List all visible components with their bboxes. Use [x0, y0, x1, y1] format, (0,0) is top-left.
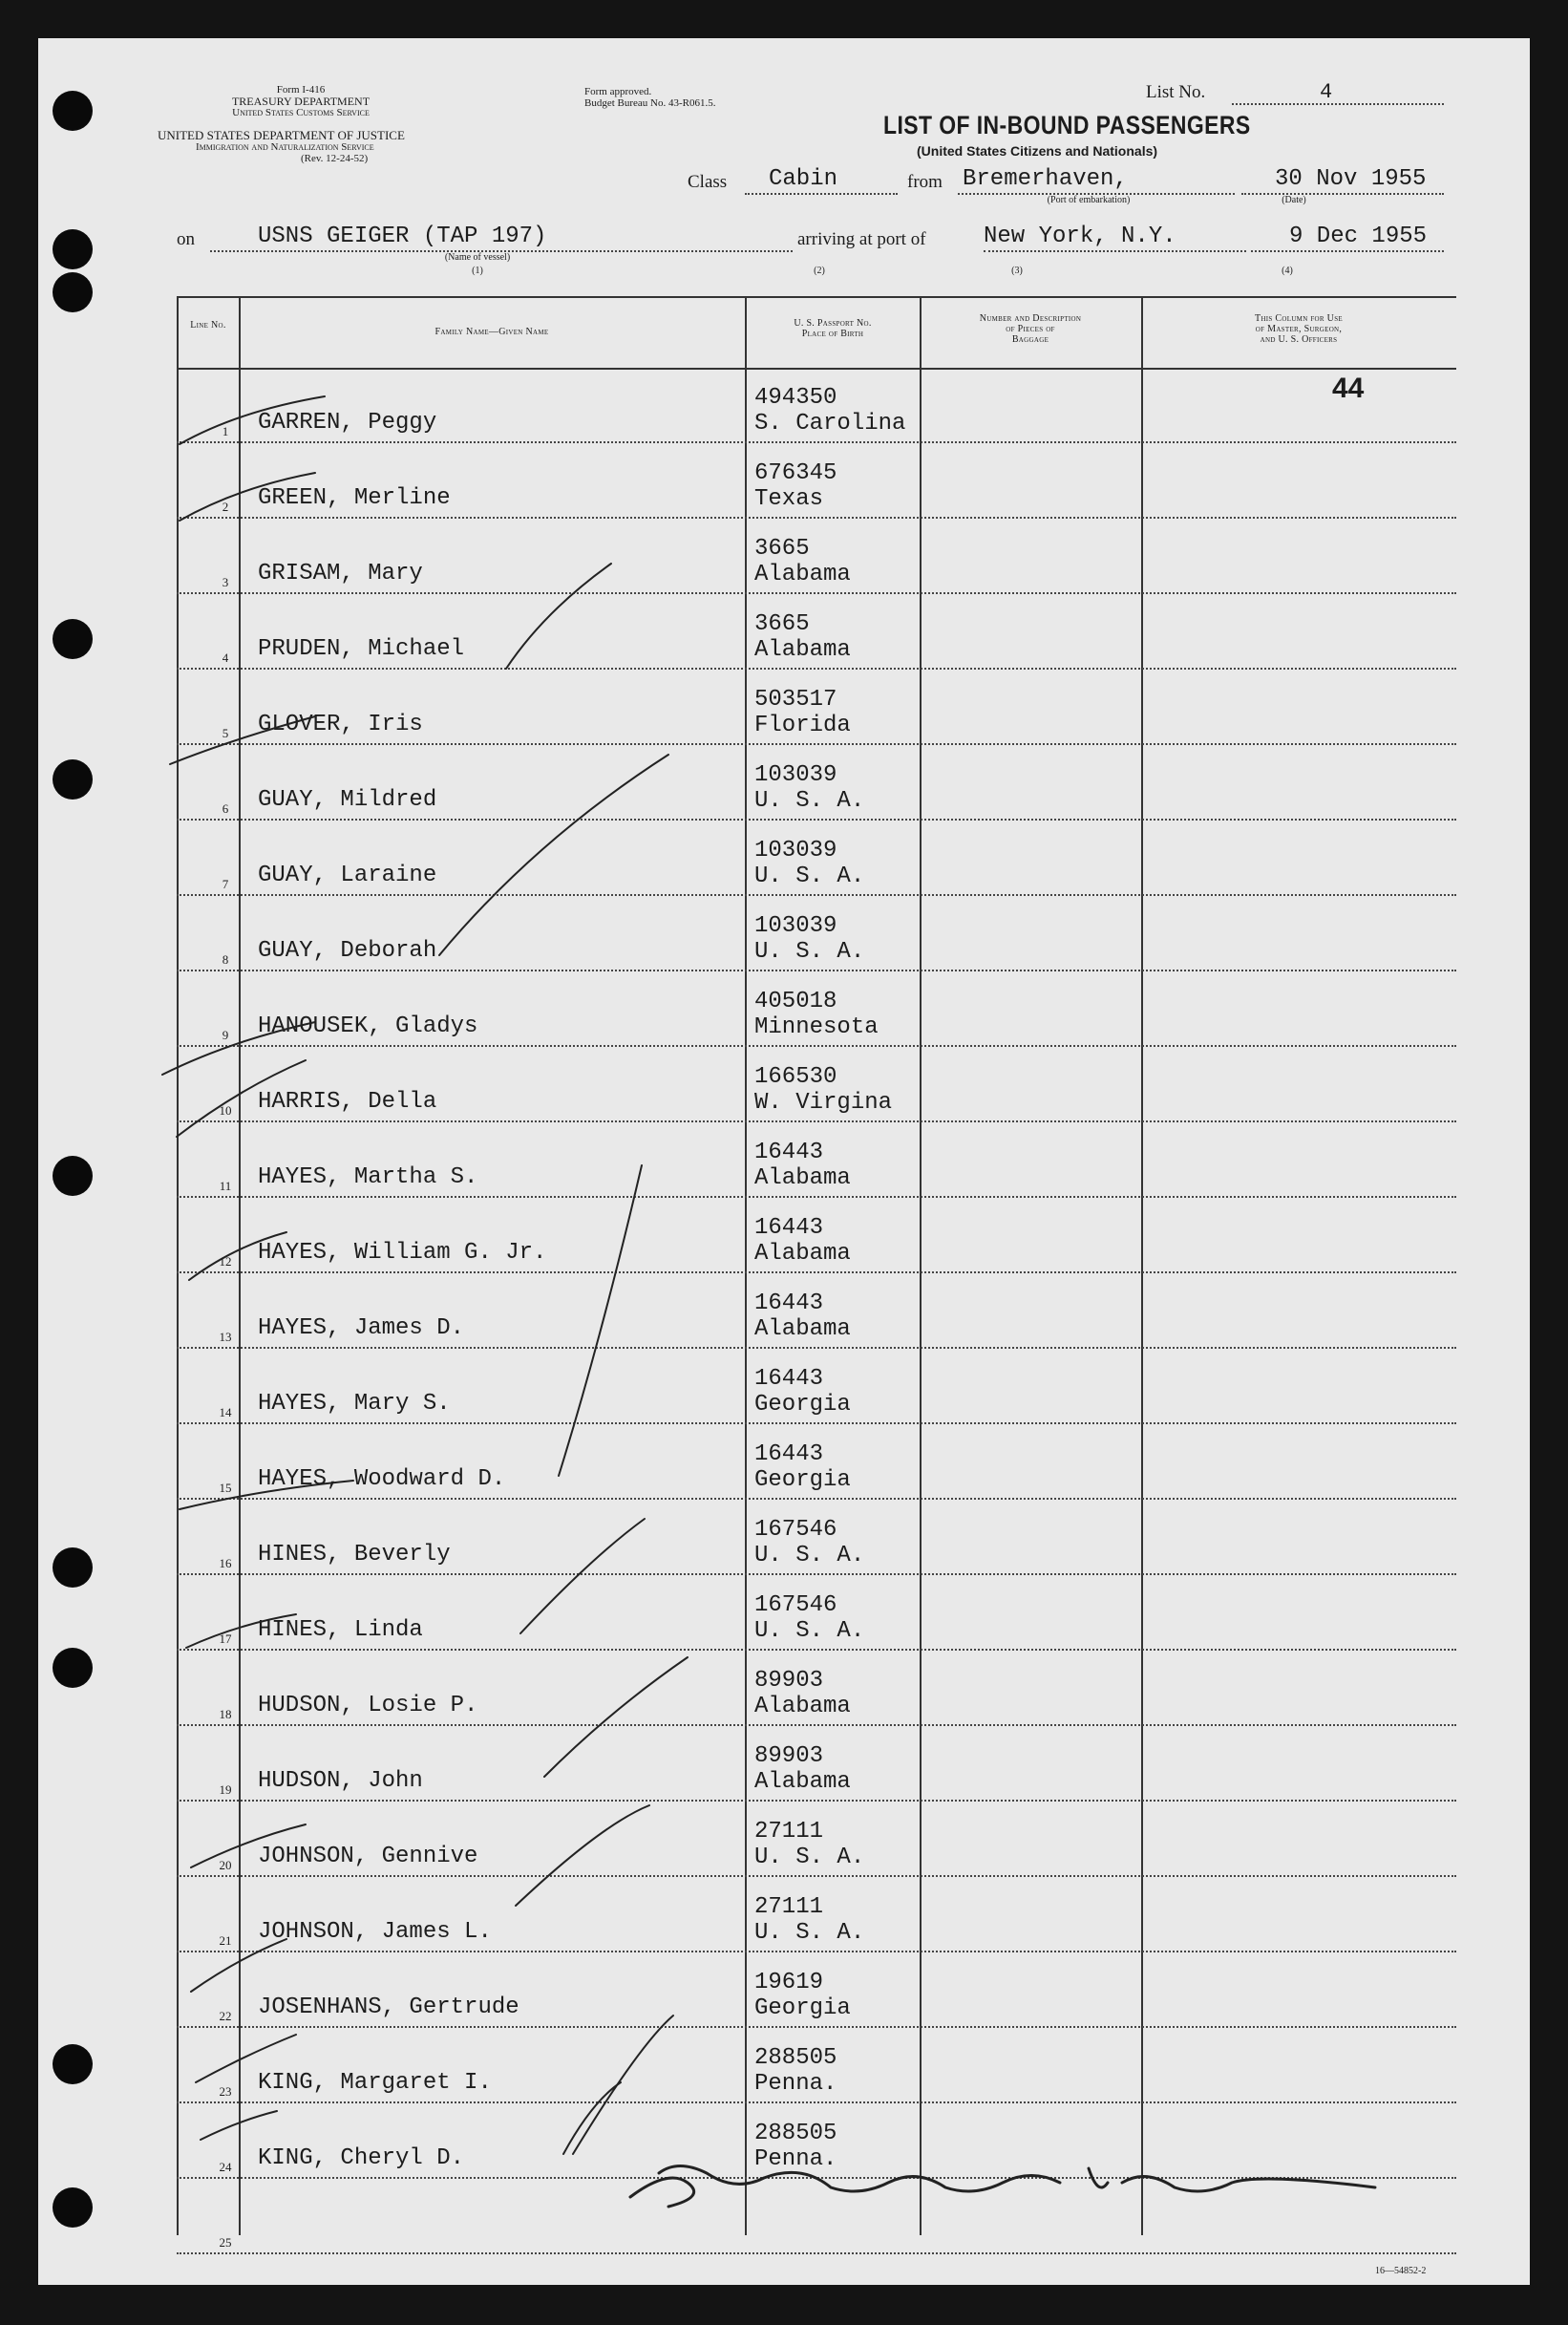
department-name-2: UNITED STATES DEPARTMENT OF JUSTICE [158, 128, 405, 142]
class-label: Class [688, 172, 728, 192]
place-of-birth: U. S. A. [754, 939, 865, 965]
header-name: Family Name—Given Name [434, 327, 549, 337]
departure-date: 30 Nov 1955 [1275, 166, 1427, 192]
line-number: 20 [219, 1858, 232, 1872]
table-row [177, 1047, 1456, 1122]
column-2-caption: (2) [814, 266, 825, 276]
vessel-name: USNS GEIGER (TAP 197) [258, 224, 547, 249]
passport-number: 676345 [754, 460, 837, 486]
line-number: 5 [222, 726, 229, 740]
binder-hole [53, 2044, 93, 2084]
place-of-birth: Georgia [754, 1392, 851, 1418]
form-number: Form I-416 [276, 84, 326, 96]
passport-number: 167546 [754, 1592, 837, 1618]
line-number: 7 [222, 877, 229, 891]
class-line [745, 193, 898, 195]
line-number: 1 [222, 424, 229, 438]
place-of-birth: Penna. [754, 2146, 837, 2172]
place-of-birth: Alabama [754, 1694, 851, 1719]
header-baggage-line-3: Baggage [1011, 334, 1049, 345]
table-row [177, 1122, 1456, 1198]
arrival-date: 9 Dec 1955 [1289, 224, 1428, 249]
line-number: 11 [219, 1179, 232, 1193]
line-number: 24 [219, 2160, 232, 2174]
place-of-birth: Alabama [754, 637, 851, 663]
header-officers-line-3: and U. S. Officers [1260, 334, 1338, 345]
header-passport-line-2: Place of Birth [801, 329, 864, 339]
passport-number: 103039 [754, 762, 837, 788]
official-note: 44 [1332, 373, 1365, 404]
table-row [177, 1424, 1456, 1500]
place-of-birth: Georgia [754, 1467, 851, 1493]
place-of-birth: Alabama [754, 1769, 851, 1795]
passport-number: 16443 [754, 1441, 824, 1467]
line-number: 21 [219, 1933, 232, 1948]
table-row [177, 971, 1456, 1047]
header-baggage-line-1: Number and Description [979, 313, 1082, 324]
place-of-birth: S. Carolina [754, 411, 906, 437]
table-row [177, 1349, 1456, 1424]
passenger-name: HAYES, Mary S. [258, 1391, 451, 1417]
line-number: 3 [222, 575, 229, 589]
list-number-value: 4 [1320, 80, 1333, 104]
table-row [177, 519, 1456, 594]
list-number-label: List No. [1146, 82, 1206, 102]
line-number: 18 [219, 1707, 232, 1721]
passenger-name: JOHNSON, Gennive [258, 1844, 478, 1869]
row-rule [177, 2252, 1456, 2254]
header-officers-line-1: This Column for Use [1255, 313, 1343, 324]
line-number: 19 [219, 1782, 232, 1797]
form-footer-code: 16—54852-2 [1375, 2266, 1427, 2276]
line-number: 6 [222, 801, 229, 816]
line-number: 8 [222, 952, 229, 967]
line-number: 10 [219, 1103, 232, 1118]
line-number: 9 [222, 1028, 229, 1042]
passenger-name: HUDSON, John [258, 1768, 423, 1794]
place-of-birth: U. S. A. [754, 864, 865, 889]
passport-number: 16443 [754, 1366, 824, 1392]
passenger-name: HANOUSEK, Gladys [258, 1013, 478, 1039]
table-row [177, 1802, 1456, 1877]
approval-line-1: Form approved. [584, 86, 652, 97]
page-title: LIST OF IN-BOUND PASSENGERS [883, 111, 1251, 139]
department-name: TREASURY DEPARTMENT [231, 95, 371, 108]
place-of-birth: Penna. [754, 2071, 837, 2097]
line-number: 2 [222, 500, 229, 514]
arriving-label: arriving at port of [797, 229, 926, 249]
on-label: on [177, 229, 195, 249]
binder-hole [53, 91, 93, 131]
column-3-caption: (3) [1011, 266, 1023, 276]
passport-number: 166530 [754, 1064, 837, 1090]
place-of-birth: U. S. A. [754, 1618, 865, 1644]
table-row [177, 594, 1456, 670]
passport-number: 103039 [754, 838, 837, 864]
passport-number: 288505 [754, 2121, 837, 2146]
table-row [177, 443, 1456, 519]
passenger-name: GUAY, Laraine [258, 863, 437, 888]
passenger-name: KING, Margaret I. [258, 2070, 492, 2096]
table-row [177, 368, 1456, 443]
passenger-name: KING, Cheryl D. [258, 2145, 465, 2171]
passenger-name: GREEN, Merline [258, 485, 451, 511]
line-number: 4 [222, 651, 229, 665]
binder-hole [53, 1648, 93, 1688]
table-row [177, 1575, 1456, 1651]
place-of-birth: Alabama [754, 1241, 851, 1267]
line-number: 23 [219, 2084, 232, 2099]
page-subtitle: (United States Citizens and Nationals) [917, 143, 1158, 159]
port-caption: (Port of embarkation) [1047, 195, 1131, 205]
department-subname-2: Immigration and Naturalization Service [196, 141, 374, 153]
passport-number: 3665 [754, 536, 810, 562]
table-row [177, 1952, 1456, 2028]
place-of-birth: Minnesota [754, 1014, 879, 1040]
passenger-name: HAYES, Woodward D. [258, 1466, 506, 1492]
passenger-name: GUAY, Mildred [258, 787, 437, 813]
date-caption: (Date) [1282, 195, 1306, 205]
approval-line-2: Budget Bureau No. 43-R061.5. [584, 97, 716, 109]
department-subname: United States Customs Service [232, 107, 370, 118]
table-row [177, 1726, 1456, 1802]
line-number: 14 [219, 1405, 232, 1419]
table-top-border [177, 296, 1456, 298]
place-of-birth: Alabama [754, 562, 851, 587]
line-number: 12 [219, 1254, 232, 1269]
table-row [177, 2103, 1456, 2179]
passenger-name: GARREN, Peggy [258, 410, 437, 436]
place-of-birth: U. S. A. [754, 1920, 865, 1946]
passport-number: 19619 [754, 1970, 824, 1995]
table-row [177, 2028, 1456, 2103]
passenger-name: HUDSON, Losie P. [258, 1693, 478, 1718]
table-row [177, 1877, 1456, 1952]
place-of-birth: Texas [754, 486, 824, 512]
place-of-birth: Alabama [754, 1316, 851, 1342]
line-number: 16 [219, 1556, 232, 1570]
header-officers-line-2: of Master, Surgeon, [1255, 324, 1343, 334]
place-of-birth: U. S. A. [754, 1845, 865, 1870]
table-row [177, 1500, 1456, 1575]
table-row [177, 745, 1456, 821]
table-row [177, 1198, 1456, 1273]
passport-number: 27111 [754, 1819, 824, 1845]
table-row [177, 1273, 1456, 1349]
place-of-birth: Florida [754, 713, 851, 738]
vessel-caption: (Name of vessel) [444, 252, 511, 263]
passport-number: 494350 [754, 385, 837, 411]
line-number: 25 [219, 2235, 232, 2250]
passenger-name: PRUDEN, Michael [258, 636, 465, 662]
binder-hole [53, 272, 93, 312]
passenger-name: HINES, Linda [258, 1617, 423, 1643]
passenger-name: HAYES, William G. Jr. [258, 1240, 547, 1266]
passport-number: 3665 [754, 611, 810, 637]
passenger-name: GRISAM, Mary [258, 561, 423, 587]
line-number: 15 [219, 1481, 232, 1495]
arrival-date-line [1251, 250, 1444, 252]
binder-hole [53, 619, 93, 659]
table-row [177, 670, 1456, 745]
passport-number: 89903 [754, 1743, 824, 1769]
column-4-caption: (4) [1282, 266, 1293, 276]
passenger-name: HAYES, Martha S. [258, 1164, 478, 1190]
place-of-birth: U. S. A. [754, 1543, 865, 1568]
form-approval [584, 86, 715, 109]
passport-number: 16443 [754, 1215, 824, 1241]
passenger-name: GLOVER, Iris [258, 712, 423, 737]
passenger-name: JOSENHANS, Gertrude [258, 1994, 519, 2020]
table-row [177, 2179, 1456, 2254]
binder-hole [53, 2187, 93, 2228]
passport-number: 16443 [754, 1290, 824, 1316]
passport-number: 103039 [754, 913, 837, 939]
passenger-name: JOHNSON, James L. [258, 1919, 492, 1945]
place-of-birth: Georgia [754, 1995, 851, 2021]
passport-number: 503517 [754, 687, 837, 713]
column-1-caption: (1) [472, 266, 483, 276]
form-header-block-2 [158, 130, 540, 164]
passport-number: 405018 [754, 989, 837, 1014]
header-baggage [922, 313, 1139, 345]
from-label: from [907, 172, 943, 192]
table-row [177, 896, 1456, 971]
passenger-name: GUAY, Deborah [258, 938, 437, 964]
binder-hole [53, 1547, 93, 1588]
place-of-birth: Alabama [754, 1165, 851, 1191]
arrival-port: New York, N.Y. [984, 224, 1176, 249]
table-row [177, 1651, 1456, 1726]
passenger-name: HINES, Beverly [258, 1542, 451, 1568]
line-number: 13 [219, 1330, 232, 1344]
line-number: 17 [219, 1632, 232, 1646]
place-of-birth: U. S. A. [754, 788, 865, 814]
place-of-birth: W. Virgina [754, 1090, 893, 1116]
binder-hole [53, 759, 93, 800]
passenger-name: HAYES, James D. [258, 1315, 465, 1341]
line-number: 22 [219, 2009, 232, 2023]
binder-hole [53, 1156, 93, 1196]
table-row [177, 821, 1456, 896]
class-value: Cabin [769, 166, 838, 192]
passport-number: 167546 [754, 1517, 837, 1543]
header-passport [747, 318, 919, 339]
header-officers [1143, 313, 1454, 345]
embarkation-port: Bremerhaven, [963, 166, 1128, 192]
form-revision: (Rev. 12-24-52) [301, 153, 369, 164]
header-passport-line-1: U. S. Passport No. [794, 318, 872, 329]
header-baggage-line-2: of Pieces of [1006, 324, 1055, 334]
passenger-name: HARRIS, Della [258, 1089, 437, 1115]
passport-number: 89903 [754, 1668, 824, 1694]
form-header-block [158, 84, 444, 118]
binder-hole [53, 229, 93, 269]
passport-number: 27111 [754, 1894, 824, 1920]
passport-number: 288505 [754, 2045, 837, 2071]
arrival-port-line [984, 250, 1246, 252]
list-number-line [1232, 103, 1444, 105]
passport-number: 16443 [754, 1140, 824, 1165]
header-line-no: Line No. [190, 320, 226, 331]
